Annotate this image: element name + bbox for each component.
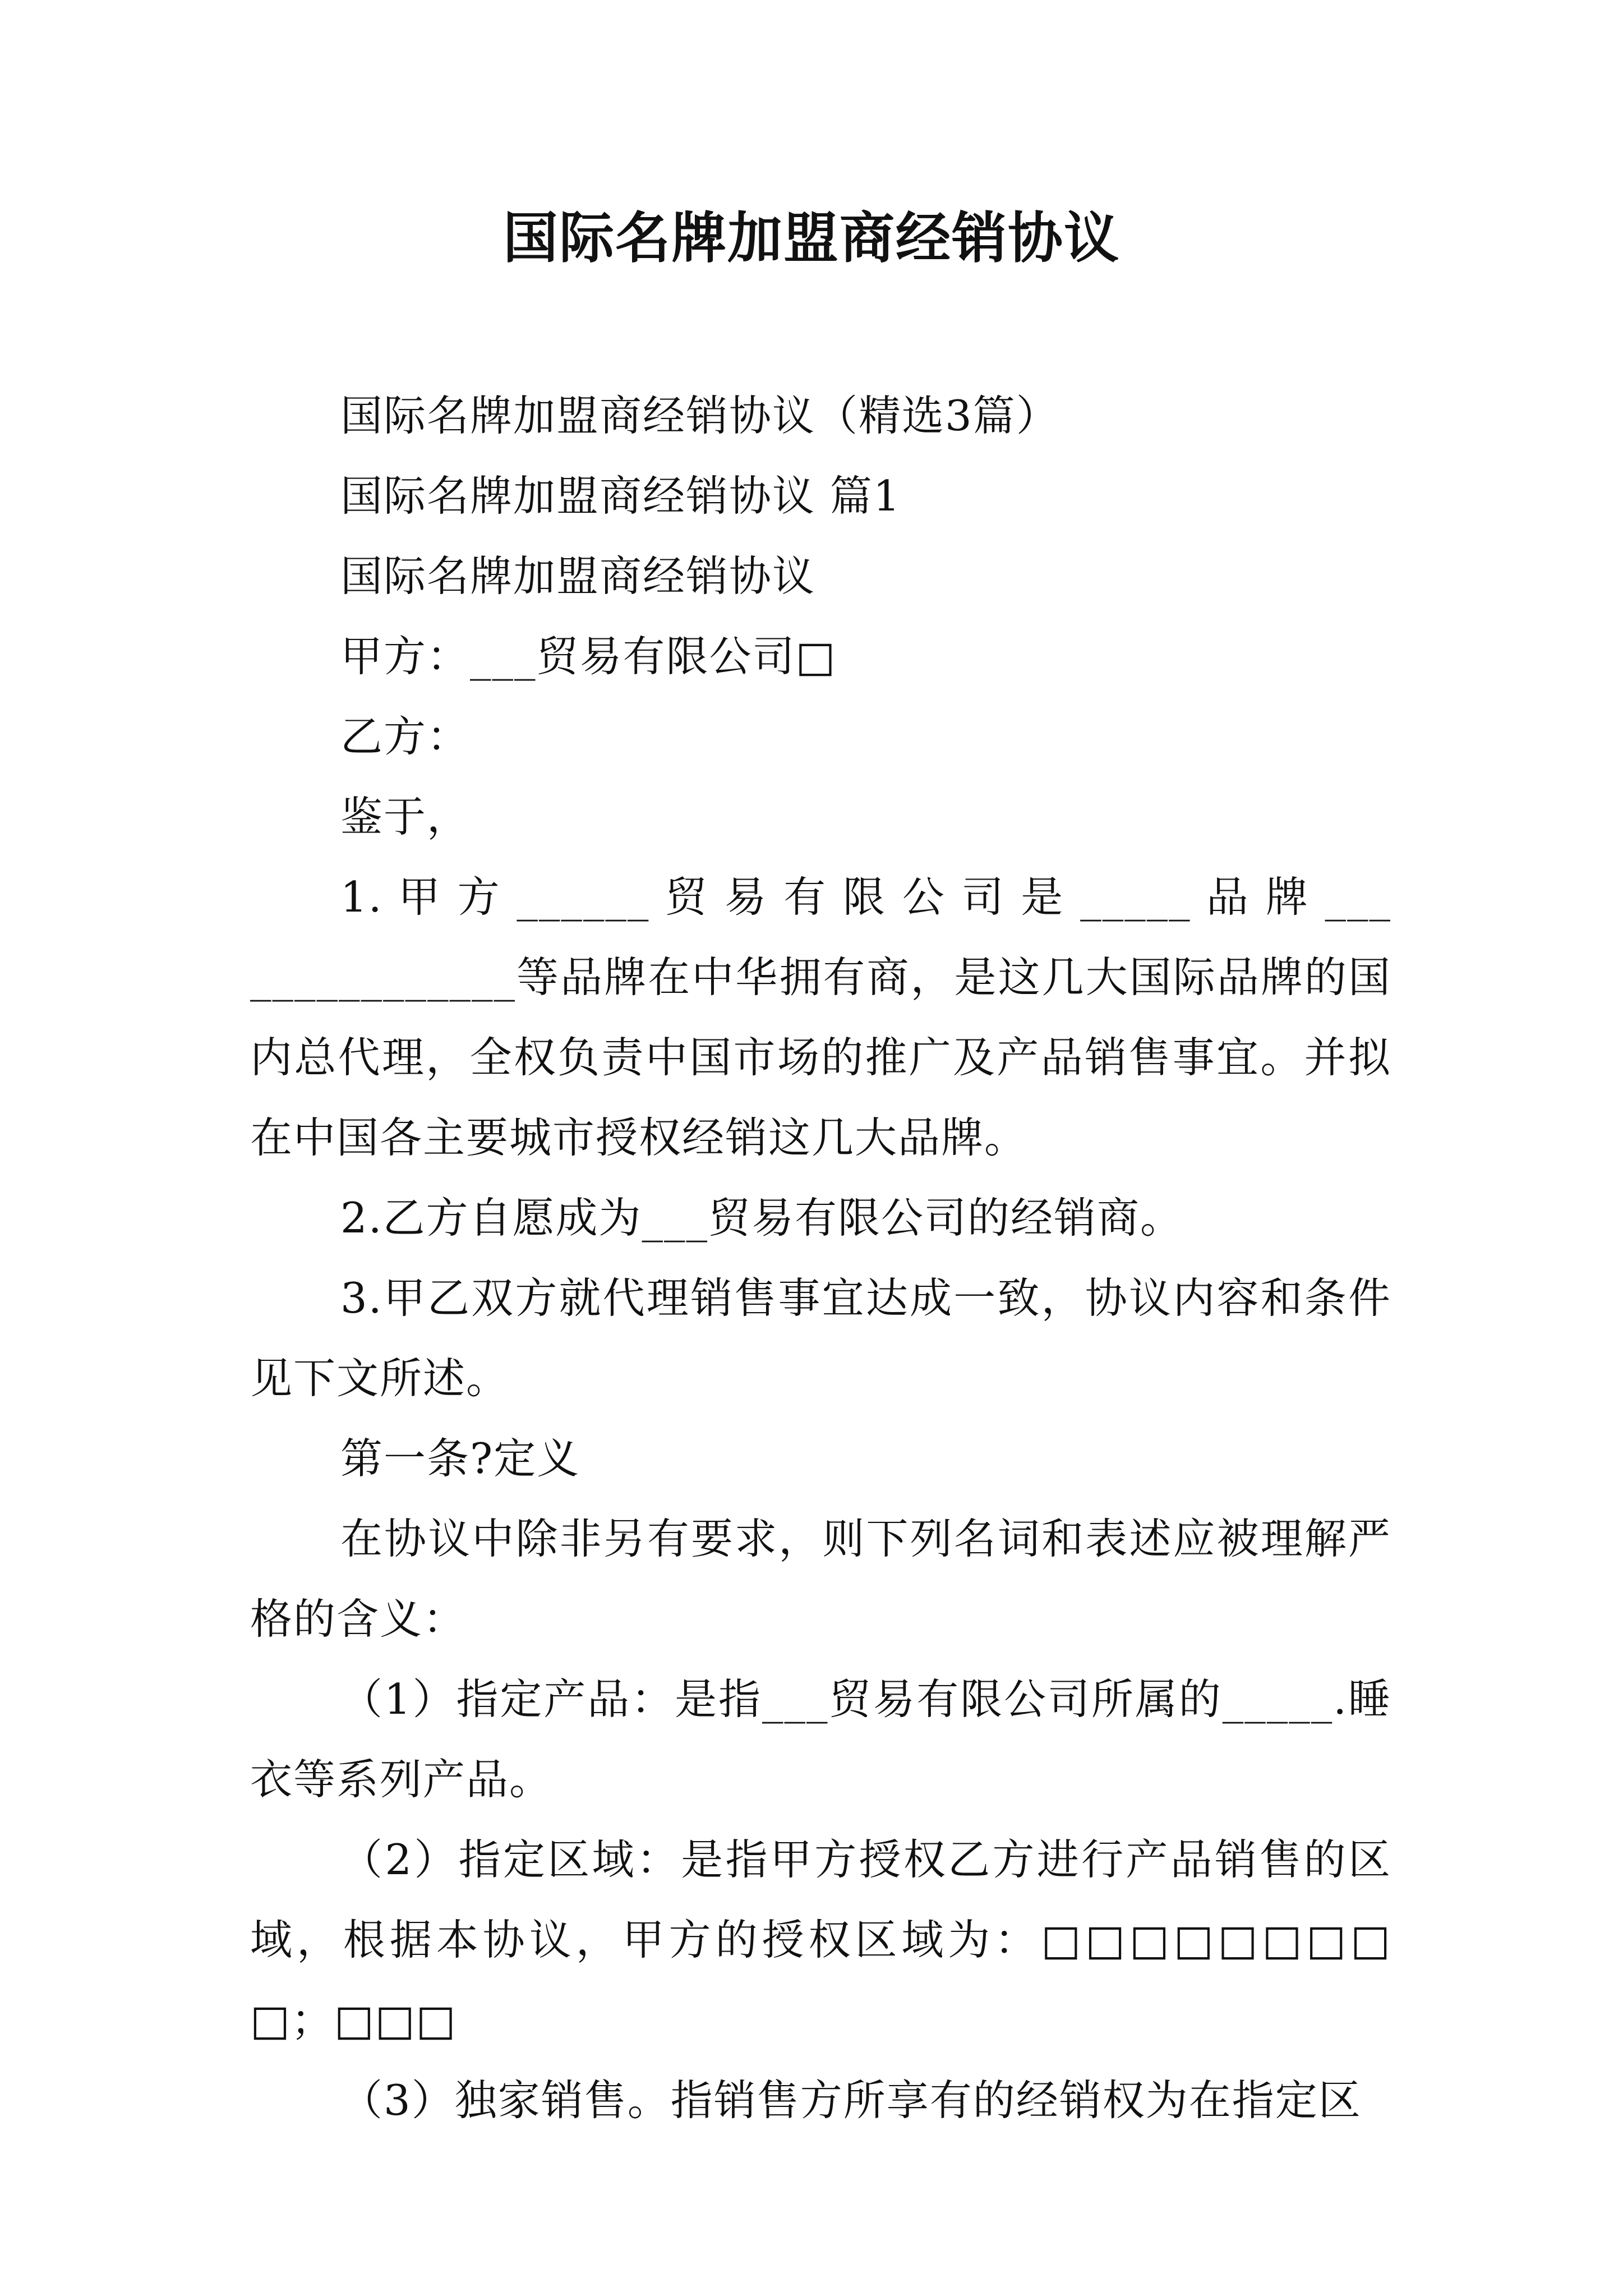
- paragraph-section-heading: 国际名牌加盟商经销协议 篇1: [340, 471, 901, 521]
- paragraph-definition-2: （2）指定区域：是指甲方授权乙方进行产品销售的区域，根据本协议，甲方的授权区域为：□□□□□□□□□；□□□: [250, 1835, 1391, 2045]
- paragraph-party-a: 甲方：___贸易有限公司□: [340, 632, 837, 681]
- paragraph-definition-3: （3）独家销售。指销售方所享有的经销权为在指定区: [340, 2076, 1362, 2125]
- document-title: 国际名牌加盟商经销协议: [502, 206, 1120, 270]
- paragraph-definition-1: （1）指定产品：是指___贸易有限公司所属的_____.睡衣等系列产品。: [250, 1674, 1391, 1804]
- paragraph-whereas: 鉴于，: [340, 792, 471, 841]
- paragraph-article-1-heading: 第一条?定义: [340, 1434, 580, 1483]
- paragraph-clause-1: 1. 甲 方 ______ 贸 易 有 限 公 司 是 _____ 品 牌 _______________等品牌在中华拥有商，是这几大国际品牌的国内总代理，全权负责中国市场的推广及产品销售事宜。并拟在中国各主要城市授权经销这几大品牌。: [250, 872, 1391, 1162]
- document-body: [250, 376, 1391, 2141]
- paragraph-agreement-name: 国际名牌加盟商经销协议: [340, 551, 816, 601]
- paragraph-party-b: 乙方：: [340, 712, 471, 761]
- paragraph-clause-2: 2.乙方自愿成为___贸易有限公司的经销商。: [340, 1193, 1184, 1243]
- paragraph-definitions-intro: 在协议中除非另有要求，则下列名词和表述应被理解严格的含义：: [250, 1514, 1391, 1644]
- paragraph-subtitle: 国际名牌加盟商经销协议（精选3篇）: [340, 391, 1059, 440]
- paragraph-clause-3: 3.甲乙双方就代理销售事宜达成一致，协议内容和条件见下文所述。: [250, 1273, 1391, 1403]
